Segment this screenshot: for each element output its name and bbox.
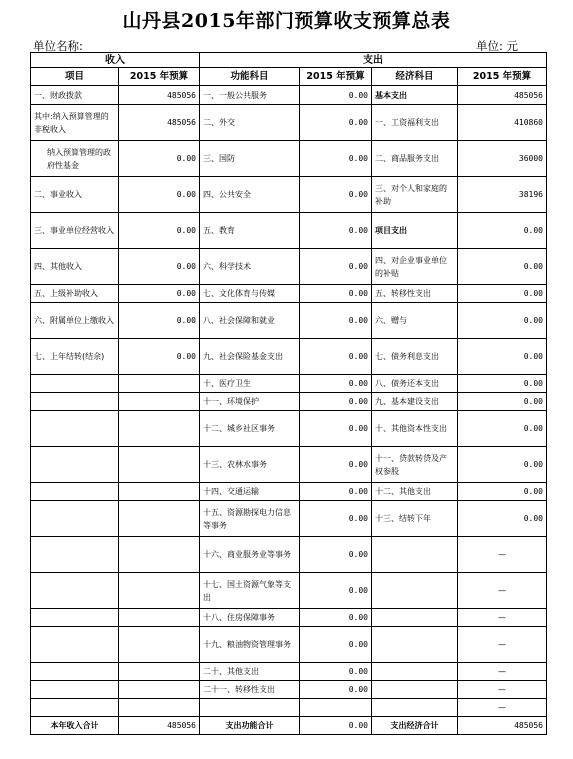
income-amount (119, 411, 200, 447)
economic-amount: — (458, 537, 547, 573)
income-item (31, 447, 119, 483)
table-row (31, 303, 547, 339)
unit-name-label: 单位名称: (33, 39, 83, 53)
income-item (31, 375, 119, 393)
income-item (31, 483, 119, 501)
function-amount: 0.00 (300, 285, 372, 303)
income-item: 纳入预算管理的政府性基金 (31, 141, 119, 177)
economic-amount: 0.00 (458, 483, 547, 501)
economic-item: 八、债务还本支出 (372, 375, 458, 393)
function-item: 五、教育 (200, 213, 300, 249)
function-item: 七、文化体育与传媒 (200, 285, 300, 303)
table-row (31, 141, 547, 177)
function-item: 二十、其他支出 (200, 663, 300, 681)
economic-item (372, 609, 458, 627)
economic-amount: 0.00 (458, 375, 547, 393)
function-amount (300, 699, 372, 717)
economic-item: 一、工资福利支出 (372, 105, 458, 141)
income-amount: 0.00 (119, 249, 200, 285)
economic-amount: — (458, 573, 547, 609)
income-amount (119, 447, 200, 483)
economic-item (372, 537, 458, 573)
function-item: 十六、商业服务业等事务 (200, 537, 300, 573)
income-item: 二、事业收入 (31, 177, 119, 213)
income-amount (119, 681, 200, 699)
economic-amount: 0.00 (458, 447, 547, 483)
function-item: 十三、农林水事务 (200, 447, 300, 483)
economic-item (372, 663, 458, 681)
table-row (31, 393, 547, 411)
function-amount: 0.00 (300, 393, 372, 411)
function-item: 九、社会保险基金支出 (200, 339, 300, 375)
function-item: 十七、国土资源气象等支出 (200, 573, 300, 609)
income-amount: 485056 (119, 105, 200, 141)
economic-total-label: 支出经济合计 (372, 717, 458, 735)
expense-header: 支出 (200, 53, 547, 68)
economic-amount: — (458, 663, 547, 681)
economic-item: 五、转移性支出 (372, 285, 458, 303)
economic-item: 十三、结转下年 (372, 501, 458, 537)
economic-amount: 38196 (458, 177, 547, 213)
function-total-amount: 0.00 (300, 717, 372, 735)
income-item: 四、其他收入 (31, 249, 119, 285)
function-item: 十、医疗卫生 (200, 375, 300, 393)
function-item: 十一、环境保护 (200, 393, 300, 411)
function-amount: 0.00 (300, 86, 372, 105)
function-amount: 0.00 (300, 537, 372, 573)
income-amount: 0.00 (119, 141, 200, 177)
income-item (31, 393, 119, 411)
table-row (31, 285, 547, 303)
income-item: 七、上年结转(结余) (31, 339, 119, 375)
economic-amount: 0.00 (458, 393, 547, 411)
function-item: 二十一、转移性支出 (200, 681, 300, 699)
income-amount (119, 393, 200, 411)
table-row (31, 105, 547, 141)
table-row (31, 447, 547, 483)
economic-item: 七、债务利息支出 (372, 339, 458, 375)
income-item: 五、上级补助收入 (31, 285, 119, 303)
table-row (31, 681, 547, 699)
function-item: 六、科学技术 (200, 249, 300, 285)
income-amount (119, 627, 200, 663)
economic-budget-column-header: 2015 年预算 (458, 68, 547, 86)
income-header: 收入 (31, 53, 200, 68)
economic-item (372, 681, 458, 699)
income-amount (119, 573, 200, 609)
income-amount: 0.00 (119, 285, 200, 303)
table-row (31, 339, 547, 375)
economic-item (372, 627, 458, 663)
function-item: 三、国防 (200, 141, 300, 177)
economic-item (372, 573, 458, 609)
income-amount: 0.00 (119, 339, 200, 375)
table-row (31, 573, 547, 609)
economic-total-amount: 485056 (458, 717, 547, 735)
income-item: 六、附属单位上缴收入 (31, 303, 119, 339)
function-amount: 0.00 (300, 249, 372, 285)
function-item: 一、一般公共服务 (200, 86, 300, 105)
economic-item: 十二、其他支出 (372, 483, 458, 501)
function-amount: 0.00 (300, 627, 372, 663)
income-amount (119, 501, 200, 537)
economic-item: 六、赠与 (372, 303, 458, 339)
economic-amount: 0.00 (458, 303, 547, 339)
economic-item: 二、商品服务支出 (372, 141, 458, 177)
function-amount: 0.00 (300, 663, 372, 681)
function-amount: 0.00 (300, 177, 372, 213)
economic-amount: 0.00 (458, 285, 547, 303)
function-item (200, 699, 300, 717)
function-item: 十二、城乡社区事务 (200, 411, 300, 447)
economic-item: 基本支出 (372, 86, 458, 105)
income-amount (119, 609, 200, 627)
item-column-header: 项目 (31, 68, 119, 86)
income-amount (119, 663, 200, 681)
economic-amount: — (458, 681, 547, 699)
function-item: 四、公共安全 (200, 177, 300, 213)
table-row (31, 609, 547, 627)
economic-item (372, 699, 458, 717)
income-amount: 0.00 (119, 177, 200, 213)
function-amount: 0.00 (300, 105, 372, 141)
income-item: 一、财政拨款 (31, 86, 119, 105)
table-row (31, 501, 547, 537)
function-subject-column-header: 功能科目 (200, 68, 300, 86)
function-item: 十八、住房保障事务 (200, 609, 300, 627)
function-item: 二、外交 (200, 105, 300, 141)
economic-amount: 410860 (458, 105, 547, 141)
income-amount (119, 483, 200, 501)
income-amount (119, 375, 200, 393)
income-amount: 0.00 (119, 213, 200, 249)
function-amount: 0.00 (300, 141, 372, 177)
economic-amount: 0.00 (458, 339, 547, 375)
income-item (31, 501, 119, 537)
function-budget-column-header: 2015 年预算 (300, 68, 372, 86)
table-row (31, 663, 547, 681)
economic-item: 四、对企业事业单位的补贴 (372, 249, 458, 285)
table-row (31, 375, 547, 393)
function-item: 十九、粮油物资管理事务 (200, 627, 300, 663)
income-item: 其中:纳入预算管理的非税收入 (31, 105, 119, 141)
income-item: 三、事业单位经营收入 (31, 213, 119, 249)
economic-item: 九、基本建设支出 (372, 393, 458, 411)
income-item (31, 681, 119, 699)
function-amount: 0.00 (300, 483, 372, 501)
economic-subject-column-header: 经济科目 (372, 68, 458, 86)
function-amount: 0.00 (300, 681, 372, 699)
function-item: 十五、资源勘探电力信息等事务 (200, 501, 300, 537)
income-item (31, 411, 119, 447)
function-amount: 0.00 (300, 303, 372, 339)
table-row (31, 177, 547, 213)
income-item (31, 537, 119, 573)
table-row (31, 411, 547, 447)
function-amount: 0.00 (300, 213, 372, 249)
function-item: 八、社会保障和就业 (200, 303, 300, 339)
table-row (31, 86, 547, 105)
income-item (31, 627, 119, 663)
table-row (31, 699, 547, 717)
economic-amount: 485056 (458, 86, 547, 105)
economic-amount: 36000 (458, 141, 547, 177)
table-row (31, 483, 547, 501)
income-budget-column-header: 2015 年预算 (119, 68, 200, 86)
economic-amount: 0.00 (458, 249, 547, 285)
income-amount (119, 537, 200, 573)
function-total-label: 支出功能合计 (200, 717, 300, 735)
table-row (31, 249, 547, 285)
economic-amount: 0.00 (458, 213, 547, 249)
income-item (31, 699, 119, 717)
income-total-amount: 485056 (119, 717, 200, 735)
economic-item: 十、其他资本性支出 (372, 411, 458, 447)
economic-item: 三、对个人和家庭的补助 (372, 177, 458, 213)
function-amount: 0.00 (300, 573, 372, 609)
income-item (31, 609, 119, 627)
income-amount: 485056 (119, 86, 200, 105)
economic-amount: — (458, 627, 547, 663)
economic-amount: 0.00 (458, 501, 547, 537)
function-item: 十四、交通运输 (200, 483, 300, 501)
income-amount (119, 699, 200, 717)
function-amount: 0.00 (300, 339, 372, 375)
function-amount: 0.00 (300, 411, 372, 447)
function-amount: 0.00 (300, 501, 372, 537)
budget-summary-table (30, 52, 547, 735)
economic-amount: — (458, 609, 547, 627)
function-amount: 0.00 (300, 447, 372, 483)
income-item (31, 663, 119, 681)
income-item (31, 573, 119, 609)
economic-amount: — (458, 699, 547, 717)
table-row (31, 537, 547, 573)
economic-item: 项目支出 (372, 213, 458, 249)
page-title: 山丹县2015年部门预算收支预算总表 (122, 10, 451, 32)
income-amount: 0.00 (119, 303, 200, 339)
income-total-label: 本年收入合计 (31, 717, 119, 735)
economic-amount: 0.00 (458, 411, 547, 447)
table-row (31, 213, 547, 249)
function-amount: 0.00 (300, 375, 372, 393)
totals-row (31, 717, 547, 735)
table-row (31, 627, 547, 663)
function-amount: 0.00 (300, 609, 372, 627)
currency-unit-label: 单位: 元 (476, 39, 519, 53)
economic-item: 十一、贷款转贷及产权参股 (372, 447, 458, 483)
